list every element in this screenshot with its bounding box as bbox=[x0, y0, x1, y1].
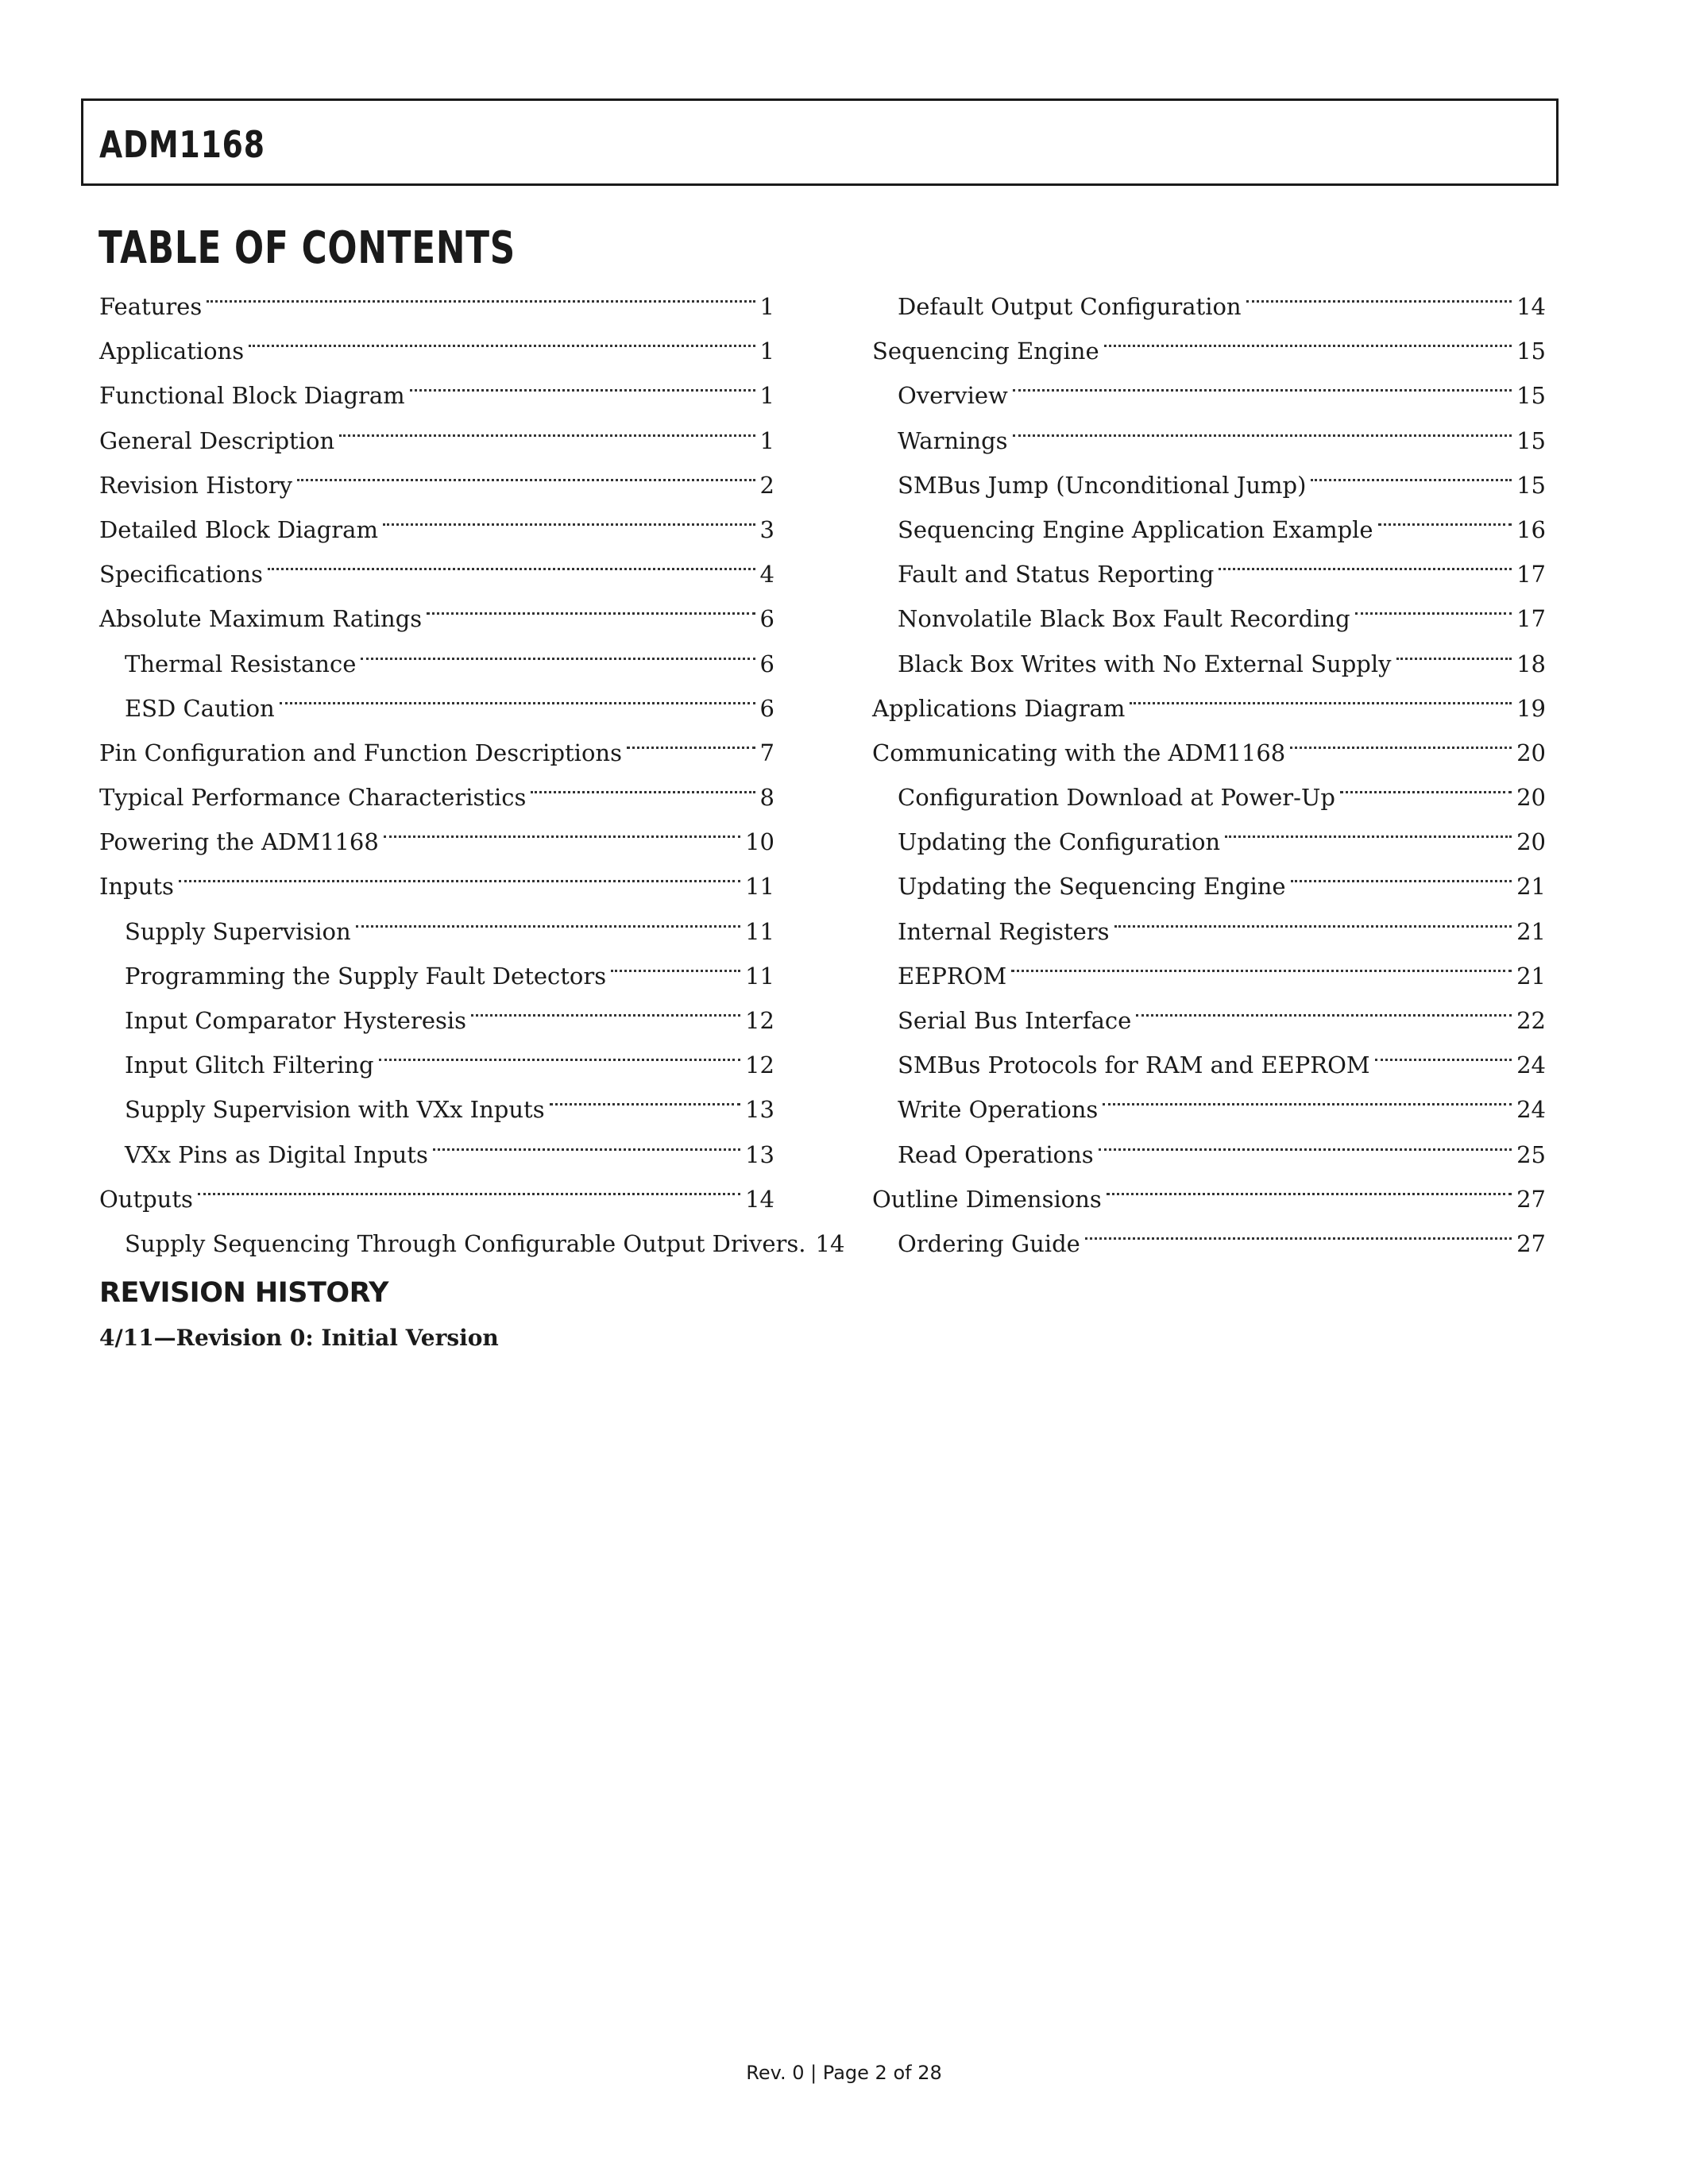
toc-leader-dots bbox=[611, 940, 740, 984]
toc-entry-page: 1 bbox=[759, 293, 774, 320]
toc-leader-dots bbox=[410, 359, 755, 403]
toc-entry-page: 1 bbox=[759, 338, 774, 365]
toc-entry-title: Serial Bus Interface bbox=[898, 1007, 1132, 1034]
toc-leader-dots bbox=[379, 1028, 740, 1073]
toc-leader-dots bbox=[1311, 449, 1512, 493]
toc-entry-title: Internal Registers bbox=[898, 917, 1110, 945]
toc-leader-dots bbox=[179, 850, 740, 894]
toc-entry-title: General Description bbox=[99, 426, 335, 454]
toc-entry-title: Supply Sequencing Through Configurable Output Drivers. bbox=[125, 1229, 806, 1257]
toc-leader-dots bbox=[1114, 895, 1512, 940]
toc-entry-title: Sequencing Engine bbox=[872, 338, 1099, 365]
toc-entry[interactable] bbox=[99, 761, 774, 812]
toc-leader-dots bbox=[1107, 1163, 1512, 1207]
toc-entry-title: Applications bbox=[99, 338, 245, 365]
toc-entry[interactable] bbox=[99, 716, 774, 766]
toc-entry[interactable] bbox=[872, 538, 1546, 588]
toc-entry-page: 10 bbox=[745, 828, 774, 856]
toc-entry[interactable] bbox=[99, 314, 774, 365]
toc-entry-title: Typical Performance Characteristics bbox=[99, 784, 527, 812]
toc-entry-page: 18 bbox=[1516, 650, 1546, 677]
toc-entry-page: 1 bbox=[759, 382, 774, 410]
part-number: ADM1168 bbox=[99, 123, 265, 166]
toc-entry-page: 6 bbox=[759, 694, 774, 722]
toc-entry[interactable] bbox=[872, 359, 1546, 410]
toc-entry-page: 12 bbox=[745, 1051, 774, 1079]
toc-entry-page: 25 bbox=[1516, 1140, 1546, 1168]
toc-entry[interactable] bbox=[99, 672, 774, 722]
toc-entry[interactable] bbox=[872, 270, 1546, 320]
toc-entry-page: 17 bbox=[1516, 561, 1546, 588]
toc-entry-title: Fault and Status Reporting bbox=[898, 561, 1215, 588]
toc-entry-title: Updating the Sequencing Engine bbox=[898, 873, 1286, 901]
toc-leader-dots bbox=[1225, 805, 1512, 850]
toc-entry-title: ESD Caution bbox=[125, 694, 275, 722]
toc-leader-dots bbox=[339, 404, 755, 449]
toc-entry[interactable] bbox=[872, 582, 1546, 633]
toc-leader-dots bbox=[198, 1163, 740, 1207]
toc-entry-page: 14 bbox=[815, 1229, 845, 1257]
page-footer: Rev. 0 | Page 2 of 28 bbox=[746, 2062, 942, 2084]
toc-entry-title: Input Comparator Hysteresis bbox=[125, 1007, 467, 1034]
toc-entry[interactable] bbox=[872, 449, 1546, 499]
toc-entry[interactable] bbox=[99, 538, 774, 588]
toc-entry-page: 21 bbox=[1516, 917, 1546, 945]
toc-entry[interactable] bbox=[99, 1118, 774, 1168]
toc-entry-page: 8 bbox=[759, 784, 774, 812]
toc-leader-dots bbox=[1219, 538, 1512, 582]
toc-leader-dots bbox=[207, 270, 755, 314]
toc-leader-dots bbox=[280, 672, 755, 716]
toc-entry-title: VXx Pins as Digital Inputs bbox=[125, 1140, 428, 1168]
toc-entry-title: Outputs bbox=[99, 1185, 193, 1213]
toc-entry-title: Revision History bbox=[99, 471, 292, 499]
toc-leader-dots bbox=[1013, 359, 1512, 403]
toc-entry-page: 15 bbox=[1516, 471, 1546, 499]
toc-entry-page: 24 bbox=[1516, 1051, 1546, 1079]
toc-entry[interactable] bbox=[872, 404, 1546, 454]
toc-leader-dots bbox=[550, 1073, 741, 1117]
toc-entry-title: Pin Configuration and Function Descriptions bbox=[99, 739, 622, 766]
toc-entry-page: 2 bbox=[759, 471, 774, 499]
toc-entry[interactable] bbox=[872, 314, 1546, 365]
toc-entry-page: 13 bbox=[745, 1096, 774, 1124]
toc-entry-page: 15 bbox=[1516, 338, 1546, 365]
toc-entry-title: Overview bbox=[898, 382, 1008, 410]
toc-entry[interactable] bbox=[99, 1028, 774, 1079]
toc-entry-title: EEPROM bbox=[898, 962, 1007, 990]
toc-entry-title: SMBus Protocols for RAM and EEPROM bbox=[898, 1051, 1370, 1079]
toc-entry[interactable] bbox=[99, 940, 774, 990]
toc-entry-title: Input Glitch Filtering bbox=[125, 1051, 374, 1079]
toc-entry-page: 24 bbox=[1516, 1096, 1546, 1124]
toc-left-column bbox=[99, 270, 845, 1257]
toc-leader-dots bbox=[433, 1118, 740, 1163]
toc-entry-title: Default Output Configuration bbox=[898, 293, 1242, 320]
toc-entry-title: Nonvolatile Black Box Fault Recording bbox=[898, 605, 1350, 633]
toc-entry[interactable] bbox=[99, 627, 774, 677]
toc-leader-dots bbox=[356, 895, 740, 940]
toc-entry-page: 11 bbox=[745, 873, 774, 901]
toc-leader-dots bbox=[427, 582, 755, 627]
toc-leader-dots bbox=[1099, 1118, 1512, 1163]
toc-entry[interactable] bbox=[872, 1073, 1546, 1124]
toc-entry-page: 21 bbox=[1516, 962, 1546, 990]
toc-entry-page: 16 bbox=[1516, 515, 1546, 543]
toc-entry-page: 11 bbox=[745, 917, 774, 945]
toc-entry-title: Read Operations bbox=[898, 1140, 1094, 1168]
toc-leader-dots bbox=[249, 314, 755, 359]
toc-leader-dots bbox=[1013, 404, 1512, 449]
toc-leader-dots bbox=[1378, 493, 1512, 538]
toc-entry-title: Inputs bbox=[99, 873, 174, 901]
toc-entry[interactable] bbox=[99, 984, 774, 1034]
toc-entry-page: 4 bbox=[759, 561, 774, 588]
toc-entry[interactable] bbox=[872, 716, 1546, 766]
toc-entry-title: Write Operations bbox=[898, 1096, 1099, 1124]
toc-entry[interactable] bbox=[99, 270, 774, 320]
toc-entry[interactable] bbox=[872, 672, 1546, 722]
toc-entry[interactable] bbox=[872, 761, 1546, 812]
toc-entry[interactable] bbox=[99, 1073, 774, 1124]
toc-entry-title: Powering the ADM1168 bbox=[99, 828, 379, 856]
toc-entry-page: 17 bbox=[1516, 605, 1546, 633]
toc-entry[interactable] bbox=[99, 805, 774, 856]
toc-leader-dots bbox=[383, 493, 755, 538]
toc-entry-page: 27 bbox=[1516, 1185, 1546, 1213]
toc-entry-title: Updating the Configuration bbox=[898, 828, 1221, 856]
toc-entry[interactable] bbox=[99, 850, 774, 901]
toc-leader-dots bbox=[1290, 716, 1512, 761]
toc-leader-dots bbox=[1085, 1207, 1512, 1252]
toc-entry-page: 7 bbox=[759, 739, 774, 766]
toc-entry[interactable] bbox=[99, 493, 774, 543]
toc-leader-dots bbox=[1136, 984, 1512, 1028]
toc-leader-dots bbox=[1103, 1073, 1512, 1117]
toc-entry[interactable] bbox=[872, 1163, 1546, 1213]
toc-entry-page: 13 bbox=[745, 1140, 774, 1168]
toc-entry[interactable] bbox=[872, 1207, 1546, 1257]
toc-entry-page: 6 bbox=[759, 650, 774, 677]
toc-entry-title: Functional Block Diagram bbox=[99, 382, 405, 410]
toc-entry[interactable] bbox=[872, 850, 1546, 901]
toc-entry[interactable] bbox=[872, 805, 1546, 856]
toc-leader-dots bbox=[1340, 761, 1512, 805]
toc-leader-dots bbox=[297, 449, 755, 493]
toc-entry[interactable] bbox=[872, 1118, 1546, 1168]
toc-entry-title: SMBus Jump (Unconditional Jump) bbox=[898, 471, 1307, 499]
toc-entry[interactable] bbox=[99, 582, 774, 633]
toc-leader-dots bbox=[1396, 627, 1512, 672]
toc-entry-title: Communicating with the ADM1168 bbox=[872, 739, 1286, 766]
toc-entry[interactable] bbox=[99, 1207, 845, 1257]
revision-history-heading: REVISION HISTORY bbox=[99, 1277, 388, 1309]
toc-leader-dots bbox=[1355, 582, 1512, 627]
toc-entry-title: Programming the Supply Fault Detectors bbox=[125, 962, 607, 990]
toc-leader-dots bbox=[1130, 672, 1512, 716]
toc-entry-page: 15 bbox=[1516, 426, 1546, 454]
toc-entry-title: Supply Supervision with VXx Inputs bbox=[125, 1096, 545, 1124]
toc-entry-title: Supply Supervision bbox=[125, 917, 351, 945]
toc-entry[interactable] bbox=[99, 895, 774, 945]
toc-leader-dots bbox=[361, 627, 755, 672]
toc-entry-page: 1 bbox=[759, 426, 774, 454]
toc-entry-page: 19 bbox=[1516, 694, 1546, 722]
toc-leader-dots bbox=[1104, 314, 1512, 359]
toc-entry-title: Specifications bbox=[99, 561, 263, 588]
toc-entry-page: 20 bbox=[1516, 784, 1546, 812]
toc-leader-dots bbox=[268, 538, 755, 582]
toc-leader-dots bbox=[384, 805, 740, 850]
toc-entry-title: Warnings bbox=[898, 426, 1008, 454]
toc-leader-dots bbox=[627, 716, 755, 761]
toc-entry-title: Applications Diagram bbox=[872, 694, 1126, 722]
toc-leader-dots bbox=[1291, 850, 1512, 894]
toc-entry[interactable] bbox=[99, 1163, 774, 1213]
toc-leader-dots bbox=[1011, 940, 1512, 984]
toc-entry-page: 21 bbox=[1516, 873, 1546, 901]
toc-title: TABLE OF CONTENTS bbox=[98, 222, 516, 274]
toc-entry[interactable] bbox=[99, 359, 774, 410]
toc-entry[interactable] bbox=[872, 895, 1546, 945]
toc-entry-title: Configuration Download at Power-Up bbox=[898, 784, 1335, 812]
toc-entry[interactable] bbox=[872, 1028, 1546, 1079]
toc-entry[interactable] bbox=[872, 940, 1546, 990]
toc-entry-page: 14 bbox=[1516, 293, 1546, 320]
toc-entry-page: 11 bbox=[745, 962, 774, 990]
toc-entry[interactable] bbox=[872, 984, 1546, 1034]
toc-entry-page: 27 bbox=[1516, 1229, 1546, 1257]
revision-entry: 4/11—Revision 0: Initial Version bbox=[99, 1325, 499, 1351]
toc-leader-dots bbox=[1246, 270, 1512, 314]
toc-leader-dots bbox=[1375, 1028, 1512, 1073]
toc-entry-title: Outline Dimensions bbox=[872, 1185, 1102, 1213]
toc-right-column bbox=[872, 270, 1546, 1257]
toc-entry-title: Detailed Block Diagram bbox=[99, 515, 378, 543]
toc-entry-title: Thermal Resistance bbox=[125, 650, 357, 677]
toc-entry-page: 6 bbox=[759, 605, 774, 633]
toc-entry[interactable] bbox=[99, 449, 774, 499]
toc-entry-title: Sequencing Engine Application Example bbox=[898, 515, 1373, 543]
toc-entry-page: 22 bbox=[1516, 1007, 1546, 1034]
toc-entry[interactable] bbox=[99, 404, 774, 454]
toc-entry-page: 15 bbox=[1516, 382, 1546, 410]
toc-entry-page: 20 bbox=[1516, 828, 1546, 856]
toc-entry-title: Black Box Writes with No External Supply bbox=[898, 650, 1392, 677]
toc-entry[interactable] bbox=[872, 627, 1546, 677]
toc-entry-page: 3 bbox=[759, 515, 774, 543]
toc-entry-title: Features bbox=[99, 293, 203, 320]
toc-entry-title: Ordering Guide bbox=[898, 1229, 1080, 1257]
toc-entry[interactable] bbox=[872, 493, 1546, 543]
header-box bbox=[81, 98, 1559, 186]
toc-leader-dots bbox=[471, 984, 740, 1028]
toc-entry-title: Absolute Maximum Ratings bbox=[99, 605, 423, 633]
toc-leader-dots bbox=[531, 761, 755, 805]
toc-entry-page: 14 bbox=[745, 1185, 774, 1213]
toc-entry-page: 20 bbox=[1516, 739, 1546, 766]
toc-entry-page: 12 bbox=[745, 1007, 774, 1034]
